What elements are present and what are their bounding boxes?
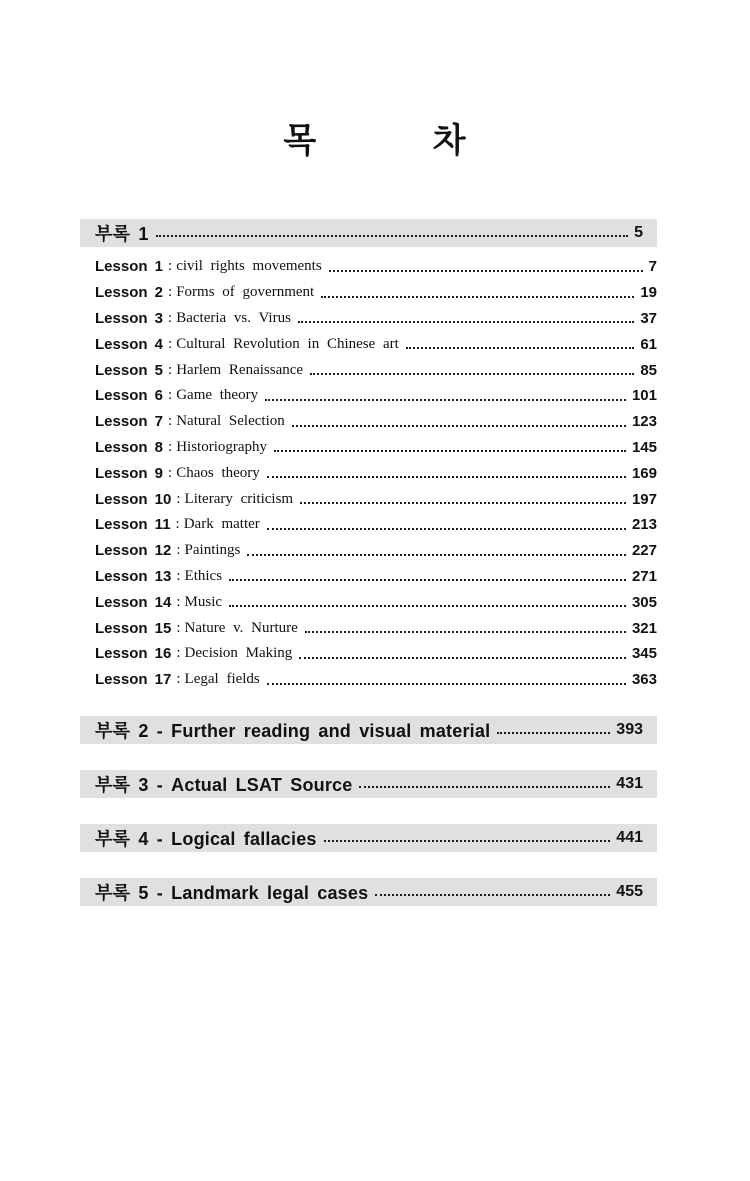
lesson-row <box>80 615 657 641</box>
appendix-5-bar <box>80 878 657 906</box>
lesson-separator: : <box>168 413 173 430</box>
lesson-row <box>80 357 657 383</box>
lesson-label: Lesson 4 <box>95 335 164 353</box>
lesson-page-number: 363 <box>631 671 657 689</box>
lesson-separator: : <box>168 438 173 455</box>
dotted-leader <box>265 399 626 401</box>
lesson-list <box>80 254 657 693</box>
lesson-page-number: 345 <box>631 645 657 663</box>
lesson-row <box>80 331 657 357</box>
lesson-row <box>80 486 657 512</box>
lesson-separator: : <box>176 542 181 559</box>
lesson-row <box>80 667 657 693</box>
lesson-page-number: 61 <box>640 335 657 353</box>
appendix-list <box>80 716 657 906</box>
lesson-page-number: 145 <box>631 438 657 456</box>
lesson-row <box>80 512 657 538</box>
lesson-row <box>80 460 657 486</box>
lesson-label: Lesson 17 <box>95 671 172 689</box>
lesson-title: Cultural Revolution in Chinese art <box>176 335 399 352</box>
toc-page <box>0 120 750 1181</box>
lesson-row <box>80 589 657 615</box>
lesson-separator: : <box>168 464 173 481</box>
appendix-3-page-number: 431 <box>616 774 643 792</box>
lesson-row <box>80 254 657 280</box>
lesson-label: Lesson 12 <box>95 542 172 560</box>
lesson-label: Lesson 5 <box>95 361 164 379</box>
lesson-page-number: 19 <box>640 284 657 302</box>
lesson-title: Bacteria vs. Virus <box>176 309 291 326</box>
lesson-page-number: 271 <box>631 567 657 585</box>
lesson-row <box>80 409 657 435</box>
dotted-leader <box>274 450 626 452</box>
lesson-label: Lesson 9 <box>95 464 164 482</box>
lesson-label: Lesson 13 <box>95 567 172 585</box>
lesson-title: Paintings <box>184 542 241 559</box>
lesson-title: Decision Making <box>184 645 293 662</box>
dotted-leader <box>247 554 626 556</box>
lesson-label: Lesson 2 <box>95 284 164 302</box>
dotted-leader <box>156 235 629 237</box>
lesson-row <box>80 383 657 409</box>
dotted-leader <box>229 579 626 581</box>
lesson-separator: : <box>168 361 173 378</box>
dotted-leader <box>267 528 626 530</box>
lesson-page-number: 227 <box>631 542 657 560</box>
lesson-row <box>80 435 657 461</box>
lesson-title: Nature v. Nurture <box>184 619 298 636</box>
lesson-page-number: 123 <box>631 413 657 431</box>
lesson-title: Forms of government <box>176 284 315 301</box>
lesson-page-number: 321 <box>631 619 657 637</box>
lesson-title: Ethics <box>184 567 223 584</box>
dotted-leader <box>310 373 634 375</box>
lesson-title: Chaos theory <box>176 464 260 481</box>
dotted-leader <box>229 605 626 607</box>
appendix-3-bar <box>80 770 657 798</box>
lesson-row <box>80 538 657 564</box>
dotted-leader <box>324 840 611 842</box>
lesson-page-number: 37 <box>640 309 657 327</box>
lesson-label: Lesson 15 <box>95 619 172 637</box>
lesson-row <box>80 280 657 306</box>
dotted-leader <box>305 631 626 633</box>
lesson-separator: : <box>168 284 173 301</box>
lesson-label: Lesson 6 <box>95 387 164 405</box>
lesson-separator: : <box>168 335 173 352</box>
lesson-title: Game theory <box>176 387 259 404</box>
appendix-5-page-number: 455 <box>616 882 643 900</box>
lesson-title: Music <box>184 593 223 610</box>
lesson-title: civil rights movements <box>176 258 322 275</box>
lesson-separator: : <box>175 516 180 533</box>
appendix-4-label: 부록 4 - Logical fallacies <box>95 828 317 849</box>
dotted-leader <box>406 347 634 349</box>
appendix-4-page-number: 441 <box>616 828 643 846</box>
lesson-page-number: 197 <box>631 490 657 508</box>
appendix-1-bar <box>80 219 657 247</box>
appendix-2-bar <box>80 716 657 744</box>
lesson-label: Lesson 7 <box>95 413 164 431</box>
lesson-page-number: 7 <box>648 258 657 276</box>
dotted-leader <box>329 270 643 272</box>
page-title: 목 차 <box>283 122 467 160</box>
dotted-leader <box>292 425 626 427</box>
lesson-separator: : <box>176 645 181 662</box>
lesson-label: Lesson 10 <box>95 490 172 508</box>
lesson-separator: : <box>176 619 181 636</box>
toc-content <box>80 219 657 906</box>
lesson-label: Lesson 1 <box>95 258 164 276</box>
appendix-1-label: 부록 1 <box>95 224 149 244</box>
dotted-leader <box>300 502 626 504</box>
lesson-page-number: 305 <box>631 593 657 611</box>
dotted-leader <box>267 476 626 478</box>
lesson-separator: : <box>168 387 173 404</box>
appendix-2-page-number: 393 <box>616 720 643 738</box>
lesson-page-number: 213 <box>631 516 657 534</box>
dotted-leader <box>375 894 610 896</box>
appendix-2-label: 부록 2 - Further reading and visual material <box>95 720 491 741</box>
lesson-label: Lesson 16 <box>95 645 172 663</box>
lesson-title: Harlem Renaissance <box>176 361 304 378</box>
dotted-leader <box>321 296 634 298</box>
lesson-separator: : <box>176 593 181 610</box>
dotted-leader <box>267 683 626 685</box>
lesson-row <box>80 641 657 667</box>
lesson-title: Natural Selection <box>176 413 285 430</box>
lesson-page-number: 85 <box>640 361 657 379</box>
lesson-page-number: 101 <box>631 387 657 405</box>
lesson-separator: : <box>176 490 181 507</box>
appendix-4-bar <box>80 824 657 852</box>
lesson-separator: : <box>168 258 173 275</box>
lesson-separator: : <box>176 567 181 584</box>
lesson-label: Lesson 11 <box>95 516 171 534</box>
lesson-row <box>80 306 657 332</box>
lesson-label: Lesson 14 <box>95 593 172 611</box>
lesson-label: Lesson 3 <box>95 309 164 327</box>
dotted-leader <box>298 321 634 323</box>
lesson-separator: : <box>176 671 181 688</box>
appendix-1-page-number: 5 <box>634 224 643 241</box>
lesson-title: Legal fields <box>184 671 260 688</box>
dotted-leader <box>359 786 610 788</box>
lesson-page-number: 169 <box>631 464 657 482</box>
lesson-row <box>80 564 657 590</box>
dotted-leader <box>299 657 626 659</box>
dotted-leader <box>497 732 610 734</box>
lesson-label: Lesson 8 <box>95 438 164 456</box>
lesson-separator: : <box>168 309 173 326</box>
appendix-3-label: 부록 3 - Actual LSAT Source <box>95 774 353 795</box>
appendix-5-label: 부록 5 - Landmark legal cases <box>95 882 369 903</box>
lesson-title: Literary criticism <box>184 490 294 507</box>
lesson-title: Historiography <box>176 438 268 455</box>
lesson-title: Dark matter <box>183 516 260 533</box>
